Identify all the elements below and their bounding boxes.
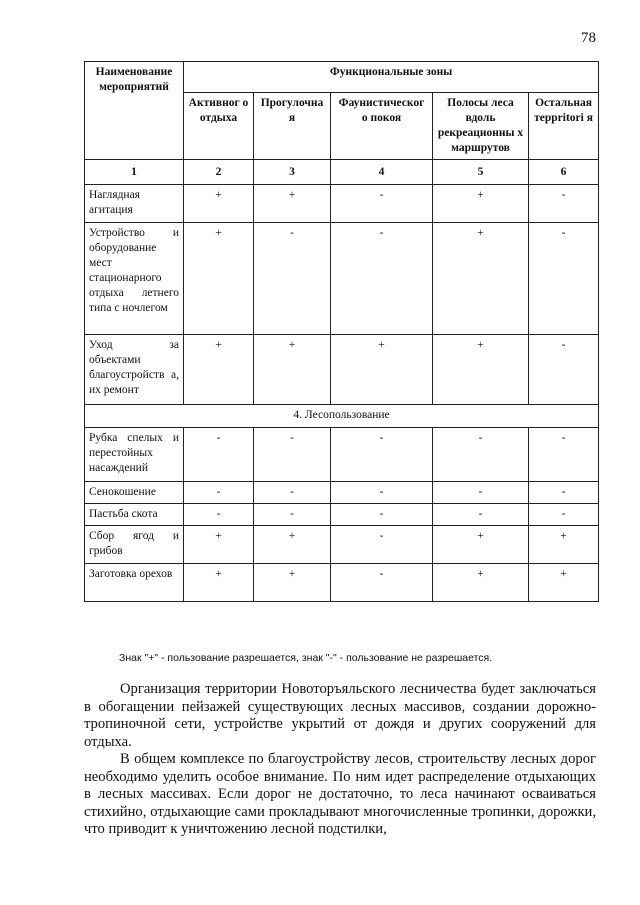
table-row xyxy=(85,526,599,564)
zone-mark: + xyxy=(529,526,599,564)
zone-mark: - xyxy=(331,428,433,482)
paragraph: Организация территории Новоторъяльского лесничества будет заключаться в обогащении пейзажей существующих лесных массивов, создании дорожно-тропиночной сети, устройстве укрытий от дождя и других сооружений для отдыха. xyxy=(84,681,596,750)
zone-mark: + xyxy=(184,526,254,564)
column-number: 1 xyxy=(85,160,184,185)
zone-mark: + xyxy=(254,526,331,564)
header-zone-fauna: Фаунистическог о покоя xyxy=(331,93,433,160)
zone-mark: - xyxy=(529,335,599,405)
zone-mark: - xyxy=(433,482,529,504)
zone-mark: - xyxy=(331,526,433,564)
zone-mark: - xyxy=(331,482,433,504)
zone-mark: - xyxy=(331,564,433,602)
zone-mark: - xyxy=(254,482,331,504)
zone-mark: + xyxy=(529,564,599,602)
section-title: 4. Лесопользование xyxy=(85,405,599,428)
column-number: 2 xyxy=(184,160,254,185)
zone-mark: + xyxy=(433,185,529,223)
zone-mark: - xyxy=(529,482,599,504)
zone-mark: - xyxy=(184,428,254,482)
zone-mark: - xyxy=(433,504,529,526)
header-zones-group: Функциональные зоны xyxy=(184,62,599,93)
header-zone-other: Остальная террritori я xyxy=(529,93,599,160)
table-row xyxy=(85,504,599,526)
zone-mark: + xyxy=(184,185,254,223)
activity-name: Пастьба скота xyxy=(85,504,184,526)
zone-mark: + xyxy=(254,564,331,602)
legend-note: Знак "+" - пользование разрешается, знак "-" - пользование не разрешается. xyxy=(119,652,493,664)
zone-mark: - xyxy=(331,504,433,526)
zone-mark: + xyxy=(433,564,529,602)
header-activity: Наименование мероприятий xyxy=(85,62,184,160)
paragraph: В общем комплексе по благоустройству лесов, строительству лесных дорог необходимо уделить особое внимание. По ним идет распределение отдыхающих в лесных массивах. Если дорог не достаточно, то леса начинают осваиваться стихийно, отдыхающие сами прокладывают многочисленные тропинки, дорожки, что приводит к уничтожению лесной подстилки, xyxy=(84,751,596,837)
zone-mark: + xyxy=(184,223,254,335)
table-row xyxy=(85,223,599,335)
section-row xyxy=(85,405,599,428)
activity-name: Сенокошение xyxy=(85,482,184,504)
zone-mark: - xyxy=(433,428,529,482)
activity-name: Рубка спелых и перестойных насаждений xyxy=(85,428,184,482)
header-zone-active: Активног о отдыха xyxy=(184,93,254,160)
zone-mark: + xyxy=(433,335,529,405)
functional-zones-table xyxy=(84,61,599,602)
column-number: 6 xyxy=(529,160,599,185)
activity-name: Уход за объектами благоустройств а, их ремонт xyxy=(85,335,184,405)
column-number: 5 xyxy=(433,160,529,185)
page-number: 78 xyxy=(581,30,596,46)
zone-mark: - xyxy=(254,504,331,526)
table-row xyxy=(85,564,599,602)
zone-mark: - xyxy=(331,185,433,223)
zone-mark: - xyxy=(529,504,599,526)
zone-mark: + xyxy=(331,335,433,405)
zone-mark: + xyxy=(254,335,331,405)
zone-mark: + xyxy=(254,185,331,223)
zone-mark: - xyxy=(254,223,331,335)
zone-mark: - xyxy=(184,504,254,526)
activity-name: Наглядная агитация xyxy=(85,185,184,223)
table-row xyxy=(85,428,599,482)
table-row xyxy=(85,185,599,223)
activity-name: Сбор ягод и грибов xyxy=(85,526,184,564)
table-row xyxy=(85,482,599,504)
zone-mark: - xyxy=(529,428,599,482)
header-zone-walking: Прогулочна я xyxy=(254,93,331,160)
activity-name: Устройство и оборудование мест стационарного отдыха летнего типа с ночлегом xyxy=(85,223,184,335)
zone-mark: + xyxy=(433,526,529,564)
table-row xyxy=(85,335,599,405)
body-text xyxy=(84,681,596,839)
activity-name: Заготовка орехов xyxy=(85,564,184,602)
zone-mark: - xyxy=(529,223,599,335)
zone-mark: - xyxy=(184,482,254,504)
column-number: 3 xyxy=(254,160,331,185)
zone-mark: + xyxy=(184,335,254,405)
zone-mark: - xyxy=(331,223,433,335)
zone-mark: - xyxy=(529,185,599,223)
zone-mark: + xyxy=(433,223,529,335)
zone-mark: + xyxy=(184,564,254,602)
column-numbers-row xyxy=(85,160,599,185)
column-number: 4 xyxy=(331,160,433,185)
zone-mark: - xyxy=(254,428,331,482)
header-zone-forest-strips: Полосы леса вдоль рекреационны х маршрутов xyxy=(433,93,529,160)
